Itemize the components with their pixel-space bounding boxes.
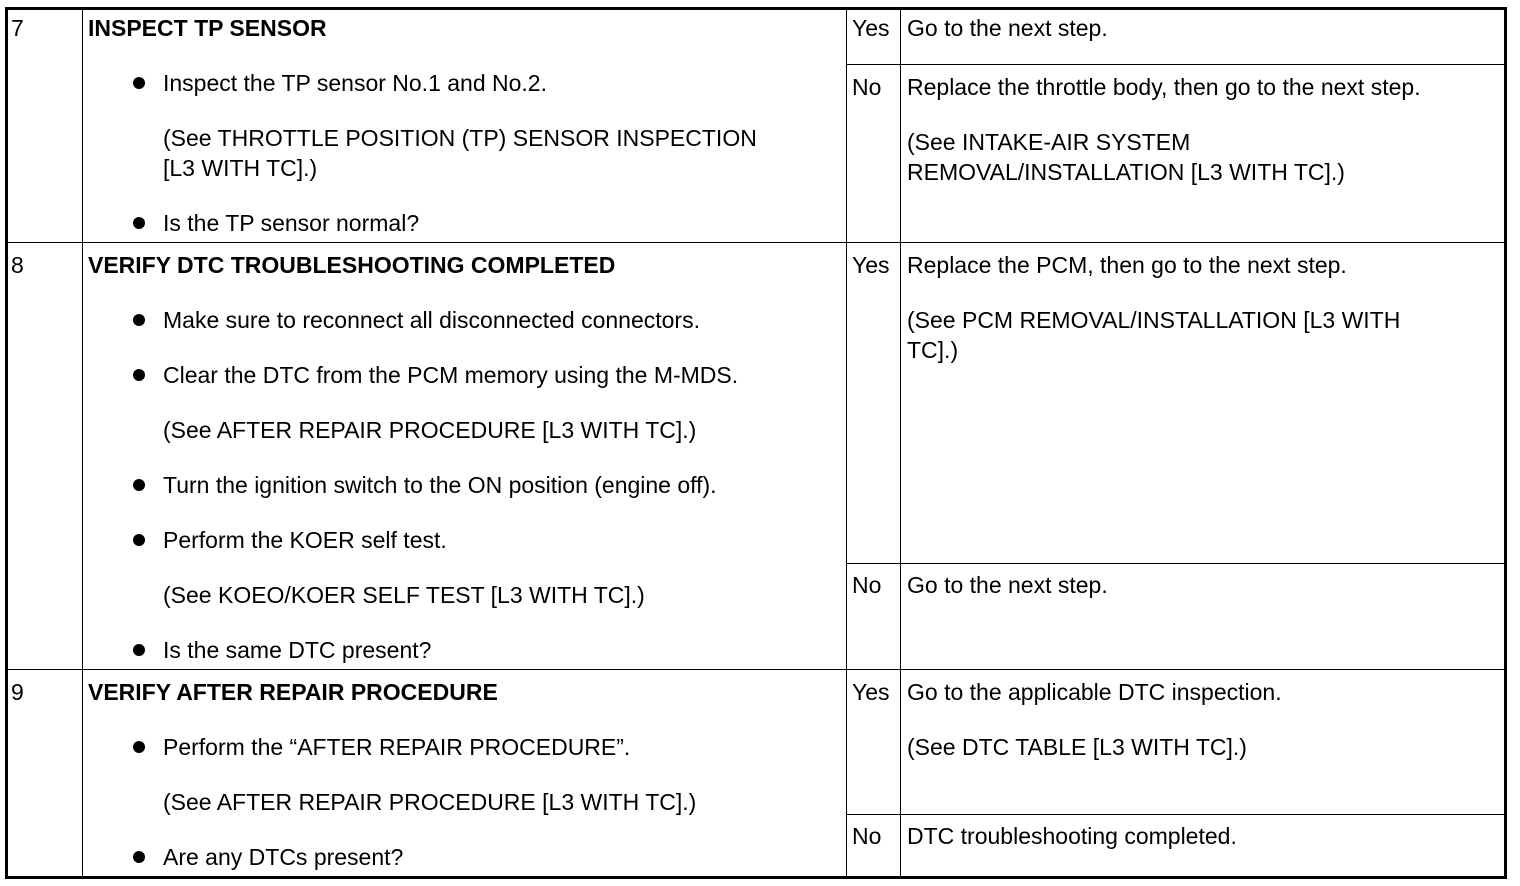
bullet-icon — [133, 851, 145, 863]
yes-action: Go to the applicable DTC inspection. — [907, 679, 1282, 705]
no-label: No — [852, 74, 882, 100]
step-item: (See AFTER REPAIR PROCEDURE [L3 WITH TC].) — [163, 789, 697, 815]
yes-label: Yes — [852, 252, 890, 278]
no-action: (See INTAKE-AIR SYSTEM — [907, 129, 1191, 155]
bullet-icon — [133, 644, 145, 656]
column-divider — [846, 8, 847, 878]
step-item: Is the TP sensor normal? — [163, 210, 420, 236]
step-item: Make sure to reconnect all disconnected connectors. — [163, 307, 700, 333]
step-number: 7 — [11, 15, 24, 41]
bullet-icon — [133, 314, 145, 326]
yes-no-divider — [846, 64, 1506, 65]
step-item: Turn the ignition switch to the ON position (engine off). — [163, 472, 717, 498]
step-title: VERIFY AFTER REPAIR PROCEDURE — [88, 679, 498, 705]
bullet-icon — [133, 77, 145, 89]
step-item: Inspect the TP sensor No.1 and No.2. — [163, 70, 547, 96]
bullet-icon — [133, 217, 145, 229]
step-item: [L3 WITH TC].) — [163, 155, 318, 181]
bullet-icon — [133, 741, 145, 753]
no-label: No — [852, 572, 882, 598]
row-divider — [6, 242, 1506, 243]
column-divider — [900, 8, 901, 878]
no-action: Go to the next step. — [907, 572, 1108, 598]
yes-action: Go to the next step. — [907, 15, 1108, 41]
step-item: (See KOEO/KOER SELF TEST [L3 WITH TC].) — [163, 582, 645, 608]
step-number: 8 — [11, 252, 24, 278]
yes-label: Yes — [852, 15, 890, 41]
yes-no-divider — [846, 814, 1506, 815]
yes-label: Yes — [852, 679, 890, 705]
yes-action: Replace the PCM, then go to the next step. — [907, 252, 1347, 278]
no-action: DTC troubleshooting completed. — [907, 823, 1237, 849]
step-item: Perform the KOER self test. — [163, 527, 447, 553]
column-divider — [82, 8, 83, 878]
bullet-icon — [133, 534, 145, 546]
no-action: Replace the throttle body, then go to the next step. — [907, 74, 1421, 100]
no-action: REMOVAL/INSTALLATION [L3 WITH TC].) — [907, 159, 1345, 185]
step-number: 9 — [11, 679, 24, 705]
yes-action: (See PCM REMOVAL/INSTALLATION [L3 WITH — [907, 307, 1401, 333]
step-item: Is the same DTC present? — [163, 637, 432, 663]
yes-action: (See DTC TABLE [L3 WITH TC].) — [907, 734, 1247, 760]
no-label: No — [852, 823, 882, 849]
yes-action: TC].) — [907, 337, 959, 363]
step-title: VERIFY DTC TROUBLESHOOTING COMPLETED — [88, 252, 616, 278]
yes-no-divider — [846, 563, 1506, 564]
step-item: (See THROTTLE POSITION (TP) SENSOR INSPECTION — [163, 125, 757, 151]
step-item: Perform the “AFTER REPAIR PROCEDURE”. — [163, 734, 631, 760]
row-divider — [6, 669, 1506, 670]
step-item: Are any DTCs present? — [163, 844, 404, 870]
step-item: Clear the DTC from the PCM memory using the M-MDS. — [163, 362, 739, 388]
step-item: (See AFTER REPAIR PROCEDURE [L3 WITH TC].) — [163, 417, 697, 443]
bullet-icon — [133, 479, 145, 491]
bullet-icon — [133, 369, 145, 381]
step-title: INSPECT TP SENSOR — [88, 15, 327, 41]
